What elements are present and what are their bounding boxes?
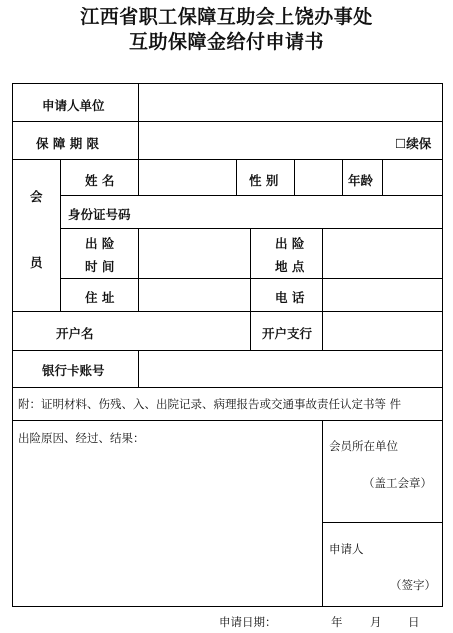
col-divider — [250, 311, 251, 350]
row-divider — [12, 387, 443, 388]
age-label: 年龄 — [348, 173, 374, 188]
attachment-note: 附：证明材料、伤残、入、出院记录、病理报告或交通事故责任认定书等 件 — [18, 397, 402, 411]
incident-cause-label: 出险原因、经过、结果： — [18, 431, 145, 445]
col-divider — [250, 228, 251, 311]
incident-time-label-top: 出 险 — [85, 236, 115, 251]
row-divider — [60, 195, 443, 196]
row-divider — [60, 278, 443, 279]
renewal-checkbox[interactable]: ☐续保 — [395, 136, 432, 151]
col-divider — [342, 159, 343, 195]
col-divider — [138, 83, 139, 159]
row-divider — [322, 522, 443, 523]
member-unit-label: 会员所在单位 — [329, 439, 398, 453]
coverage-period-label: 保 障 期 限 — [36, 136, 100, 151]
row-divider — [60, 228, 443, 229]
bank-branch-label: 开户支行 — [262, 326, 313, 341]
row-divider — [12, 420, 443, 421]
bank-card-label: 银行卡账号 — [42, 363, 105, 378]
phone-label: 电 话 — [275, 290, 305, 305]
row-divider — [12, 121, 443, 122]
col-divider — [138, 159, 139, 195]
application-date-label: 申请日期： — [219, 615, 277, 629]
applicant-label: 申请人 — [329, 542, 364, 556]
row-divider — [12, 350, 443, 351]
col-divider — [138, 350, 139, 387]
form-title-line1: 江西省职工保障互助会上饶办事处 — [80, 6, 373, 28]
date-month-label: 月 — [370, 615, 382, 629]
union-seal-note: （盖工会章） — [363, 476, 432, 490]
col-divider — [138, 228, 139, 311]
col-divider — [322, 420, 323, 607]
col-divider — [60, 159, 61, 311]
col-divider — [236, 159, 237, 195]
form-title-line2: 互助保障金给付申请书 — [128, 31, 324, 53]
gender-label: 性 别 — [249, 173, 279, 188]
date-day-label: 日 — [408, 615, 420, 629]
signature-note: （签字） — [390, 578, 436, 592]
incident-place-label-bottom: 地 点 — [275, 259, 305, 274]
application-form-table — [12, 83, 443, 607]
id-number-label: 身份证号码 — [68, 207, 131, 222]
col-divider — [322, 311, 323, 350]
member-section-label-bottom: 员 — [30, 255, 43, 270]
member-section-label-top: 会 — [30, 189, 43, 204]
col-divider — [294, 159, 295, 195]
col-divider — [382, 159, 383, 195]
incident-time-label-bottom: 时 间 — [85, 259, 115, 274]
incident-place-label-top: 出 险 — [275, 236, 305, 251]
col-divider — [322, 228, 323, 311]
name-label: 姓 名 — [85, 173, 115, 188]
applicant-unit-label: 申请人单位 — [42, 98, 105, 113]
address-label: 住 址 — [85, 290, 115, 305]
row-divider — [12, 311, 443, 312]
row-divider — [12, 159, 443, 160]
account-name-label: 开户名 — [56, 326, 94, 341]
date-year-label: 年 — [331, 615, 343, 629]
